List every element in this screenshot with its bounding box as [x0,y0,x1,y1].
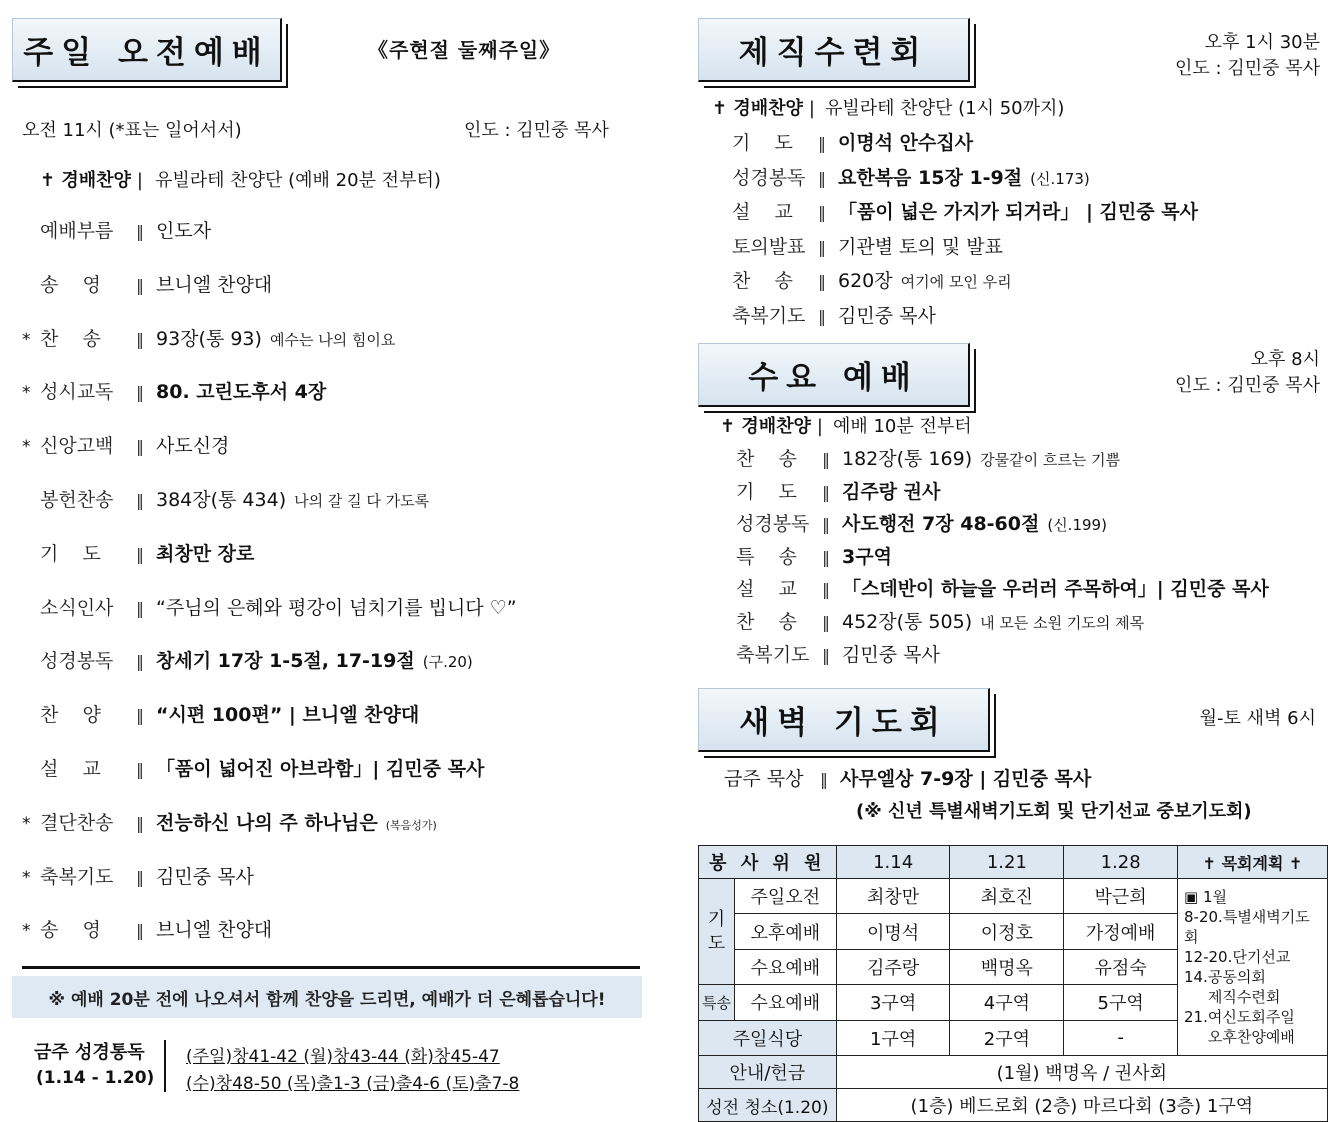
program-item-value: “주님의 은혜와 평강이 넘치기를 빕니다 ♡” [156,596,517,619]
wednesday-opening-label: ✝ 경배찬양 [720,416,811,437]
roster-cell: 4구역 [950,985,1064,1020]
program-item-value: “시편 100편” | 브니엘 찬양대 [156,704,420,727]
program-item-value: 브니엘 찬양대 [156,919,273,942]
opening-praise-sep: | [136,170,143,191]
officers-opening [712,94,1064,120]
service-roster-table [698,845,1328,1122]
program-item-separator: ‖ [136,544,144,564]
program-item-note: (신.199) [1047,516,1107,535]
program-item [22,808,437,835]
program-item [22,324,395,351]
program-item-value: 인도자 [156,220,212,242]
program-item-label: 축복기도 [732,304,806,327]
program-item [732,163,1090,190]
pastoral-plan [1178,879,1328,1056]
stand-marker: * [22,329,31,350]
program-item-separator: ‖ [136,706,144,726]
stand-marker: * [22,921,31,942]
program-item-separator: ‖ [136,921,144,941]
program-item [22,593,517,620]
plan-line: 14.공동의회 [1184,968,1266,986]
plan-line: ▣ 1월 [1184,888,1227,906]
program-item-note: 강물같이 흐르는 기쁨 [980,451,1121,469]
program-item-label: 찬 양 [40,704,101,727]
program-item-label: 성경봉독 [732,166,806,189]
service-time-text: 오전 11시 (*표는 일어서서) [22,120,242,141]
usher-value: (1월) 백명옥 / 권사회 [836,1056,1327,1089]
roster-cell: 3구역 [836,985,950,1020]
dawn-banner: 새벽 기도회 [698,688,990,752]
reading-period: (1.14 - 1.20) [36,1068,155,1088]
program-item-value: 182장(통 169) [842,448,973,470]
roster-header-date: 1.21 [950,846,1064,879]
roster-cell: 5구역 [1064,985,1178,1020]
program-item [732,266,1012,293]
program-item-value: 김민중 목사 [838,304,936,327]
program-item-separator: ‖ [136,329,144,349]
dawn-value: 사무엘상 7-9장 | 김민중 목사 [840,768,1092,790]
sunday-subtitle: 《주현절 둘째주일》 [368,38,561,62]
dawn-note: (※ 신년 특별새벽기도회 및 단기선교 중보기도회) [856,801,1252,822]
program-item-value: 요한복음 15장 1-9절 [838,166,1023,189]
program-item [22,377,326,404]
program-item-label: 성경봉독 [40,650,114,673]
reading-divider [164,1040,166,1092]
program-item-value: 사도신경 [156,435,230,458]
officers-leader: 인도 : 김민중 목사 [1175,58,1320,79]
program-item-value: 3구역 [842,545,892,568]
program-item-separator: ‖ [136,383,144,403]
dawn-meditation [724,764,1091,791]
plan-line: 21.여신도회주일 [1184,1008,1295,1026]
roster-header-role: 봉 사 위 원 [699,846,837,879]
program-item-note: 내 모든 소원 기도의 제목 [980,614,1145,632]
program-item-separator: ‖ [136,437,144,457]
program-item-value: 80. 고린도후서 4장 [156,381,327,404]
roster-cell: 이명석 [836,914,950,949]
program-item [22,862,254,889]
roster-cell: 최호진 [950,879,1064,914]
roster-cell: - [1064,1020,1178,1055]
roster-row-label: 성전 청소(1.20) [699,1089,837,1122]
roster-header-date: 1.14 [836,846,950,879]
program-item-label: 기 도 [736,480,797,503]
program-item-separator: ‖ [136,867,144,887]
roster-cell: 1구역 [836,1020,950,1055]
officers-opening-sep: | [808,98,815,119]
program-item-label: 특 송 [736,545,797,568]
program-item-separator: ‖ [822,547,830,567]
wednesday-opening-value: 예배 10분 전부터 [832,416,972,437]
roster-cell: 2구역 [950,1020,1064,1055]
program-item-label: 송 영 [40,273,101,296]
program-item-label: 예배부름 [40,220,114,242]
wednesday-banner: 수요 예배 [698,343,970,407]
service-time [22,116,242,142]
program-item-value: 최창만 장로 [156,542,255,565]
reading-title: 금주 성경통독 [34,1042,145,1063]
program-item-value: 브니엘 찬양대 [156,273,273,296]
program-item-label: 찬 송 [736,448,797,470]
roster-cell: 이정호 [950,914,1064,949]
program-item-separator: ‖ [818,134,826,153]
program-item-label: 토의발표 [732,235,806,258]
program-item-separator: ‖ [822,645,830,665]
program-item-label: 기 도 [732,132,793,154]
plan-line: 제직수련회 [1184,988,1281,1006]
program-item-separator: ‖ [136,760,144,779]
program-item-note: 예수는 나의 힘이요 [269,330,396,349]
program-item-label: 축복기도 [40,865,114,888]
program-item-value: 김주랑 권사 [842,480,941,503]
dawn-time: 월-토 새벽 6시 [1199,708,1316,729]
roster-cell: 백명옥 [950,949,1064,984]
program-item-value: 620장 [838,270,893,292]
wednesday-opening-sep: | [816,416,823,437]
program-item-label: 설 교 [40,758,101,780]
program-item [732,197,1198,224]
program-item-label: 찬 송 [732,270,793,292]
program-item-value: 452장(통 505) [842,611,973,633]
reading-line2: (수)창48-50 (목)출1-3 (금)출4-6 (토)출7-8 [186,1074,520,1094]
program-item-value: 「스데반이 하늘을 우러러 주목하여」| 김민중 목사 [842,578,1269,601]
roster-row-label: 수요예배 [734,949,836,984]
program-item-separator: ‖ [818,272,826,291]
program-item-label: 찬 송 [736,611,797,633]
notice-banner [12,976,642,1018]
officers-time: 오후 1시 30분 [1204,32,1320,53]
program-item [736,509,1107,536]
left-divider [22,966,640,969]
roster-cell: 유점숙 [1064,949,1178,984]
program-item-separator: ‖ [818,306,826,326]
program-item-separator: ‖ [822,580,830,600]
program-item-separator: ‖ [136,652,144,672]
dawn-label: 금주 묵상 [724,768,804,790]
roster-row-label: 안내/헌금 [699,1056,837,1089]
special-group-label: 특송 [699,985,735,1020]
program-item-separator: ‖ [818,237,826,257]
opening-praise-label: ✝ 경배찬양 [40,170,131,191]
program-item-separator: ‖ [136,491,144,510]
program-item-value: 창세기 17장 1-5절, 17-19절 [156,650,415,673]
roster-cell: 최창만 [836,879,950,914]
roster-row-label: 오후예배 [734,914,836,949]
program-item [22,431,229,458]
program-item-label: 송 영 [40,919,101,942]
dawn-sep: ‖ [820,770,828,789]
service-leader [464,116,609,142]
roster-row-label: 수요예배 [734,985,836,1020]
notice-text: ※ 예배 20분 전에 나오셔서 함께 찬양을 드리면, 예배가 더 은혜롭습니다! [48,989,606,1010]
program-item-separator: ‖ [822,515,830,535]
program-item-value: 김민중 목사 [156,865,254,888]
plan-title: ✝ 목회계획 ✝ [1178,846,1328,879]
program-item-label: 결단찬송 [40,811,114,834]
program-item-note: (구.20) [422,653,473,672]
program-item [22,216,211,243]
plan-line: 오후찬양예배 [1184,1028,1295,1046]
program-item-separator: ‖ [136,598,144,618]
wednesday-time: 오후 8시 [1250,349,1320,370]
program-item [22,754,484,781]
program-item-label: 찬 송 [40,327,101,350]
prayer-group-label: 기 도 [699,879,735,985]
roster-header-date: 1.28 [1064,846,1178,879]
program-item-note: (복음성가) [385,818,437,832]
program-item [736,477,940,504]
program-item-value: 김민중 목사 [842,643,940,666]
program-item [736,640,940,667]
sunday-service-banner: 주일 오전예배 [12,18,282,82]
program-item-value: 기관별 토의 및 발표 [838,235,1003,258]
roster-cell: 김주랑 [836,949,950,984]
program-item-note: 나의 갈 길 다 가도록 [294,492,430,510]
program-item-label: 성경봉독 [736,513,810,536]
program-item-separator: ‖ [822,613,830,632]
program-item-value: 이명석 안수집사 [838,132,974,154]
roster-cell: 가정예배 [1064,914,1178,949]
program-item [736,607,1144,634]
plan-line: 12-20.단기선교 [1184,948,1291,966]
program-item-value: 「품이 넓은 가지가 되거라」 | 김민중 목사 [838,201,1198,223]
wednesday-opening [720,412,972,438]
program-item-value: 93장(통 93) [156,327,262,350]
program-item-label: 설 교 [732,201,793,223]
program-item-note: (신.173) [1030,169,1090,188]
cleaning-value: (1층) 베드로회 (2층) 마르다회 (3층) 1구역 [836,1089,1327,1122]
officers-opening-label: ✝ 경배찬양 [712,98,803,119]
program-item-value: 384장(통 434) [156,489,287,511]
roster-row-label: 주일식당 [699,1020,837,1055]
opening-praise [40,166,441,192]
program-item [736,542,892,569]
program-item-separator: ‖ [136,275,144,295]
service-leader-text: 인도 : 김민중 목사 [464,120,609,141]
program-item-note: 여기에 모인 우리 [900,273,1012,291]
program-item-separator: ‖ [818,203,826,222]
program-item [22,270,272,297]
program-item-label: 봉헌찬송 [40,489,114,511]
wednesday-leader: 인도 : 김민중 목사 [1175,375,1320,396]
program-item [732,128,973,155]
program-item-separator: ‖ [818,168,826,188]
stand-marker: * [22,437,31,458]
program-item [22,700,419,727]
program-item-separator: ‖ [822,450,830,469]
program-item-separator: ‖ [136,222,144,241]
program-item-value: 전능하신 나의 주 하나님은 [156,811,378,834]
program-item-label: 설 교 [736,578,797,601]
program-item-label: 축복기도 [736,643,810,666]
program-item-label: 소식인사 [40,596,114,619]
reading-line1: (주일)창41-42 (월)창43-44 (화)창45-47 [186,1047,500,1067]
opening-praise-value: 유빌라테 찬양단 (예배 20분 전부터) [154,170,441,191]
roster-cell: 박근희 [1064,879,1178,914]
program-item [736,574,1269,601]
stand-marker: * [22,867,31,888]
program-item [22,485,429,512]
program-item [732,301,936,328]
officers-banner: 제직수련회 [698,18,970,82]
roster-row-label: 주일오전 [734,879,836,914]
program-item-value: 사도행전 7장 48-60절 [842,513,1040,536]
stand-marker: * [22,813,31,834]
program-item [22,915,272,942]
program-item-label: 신앙고백 [40,435,114,458]
officers-opening-value: 유빌라테 찬양단 (1시 50까지) [824,98,1065,119]
program-item-label: 성시교독 [40,381,114,404]
stand-marker: * [22,383,31,404]
program-item-label: 기 도 [40,542,101,565]
program-item-value: 「품이 넓어진 아브라함」| 김민중 목사 [156,758,485,780]
program-item [732,232,1003,259]
program-item [22,539,254,566]
program-item [736,444,1120,471]
plan-line: 8-20.특별새벽기도회 [1184,908,1310,946]
program-item-separator: ‖ [822,482,830,502]
program-item-separator: ‖ [136,813,144,833]
program-item [22,646,473,673]
